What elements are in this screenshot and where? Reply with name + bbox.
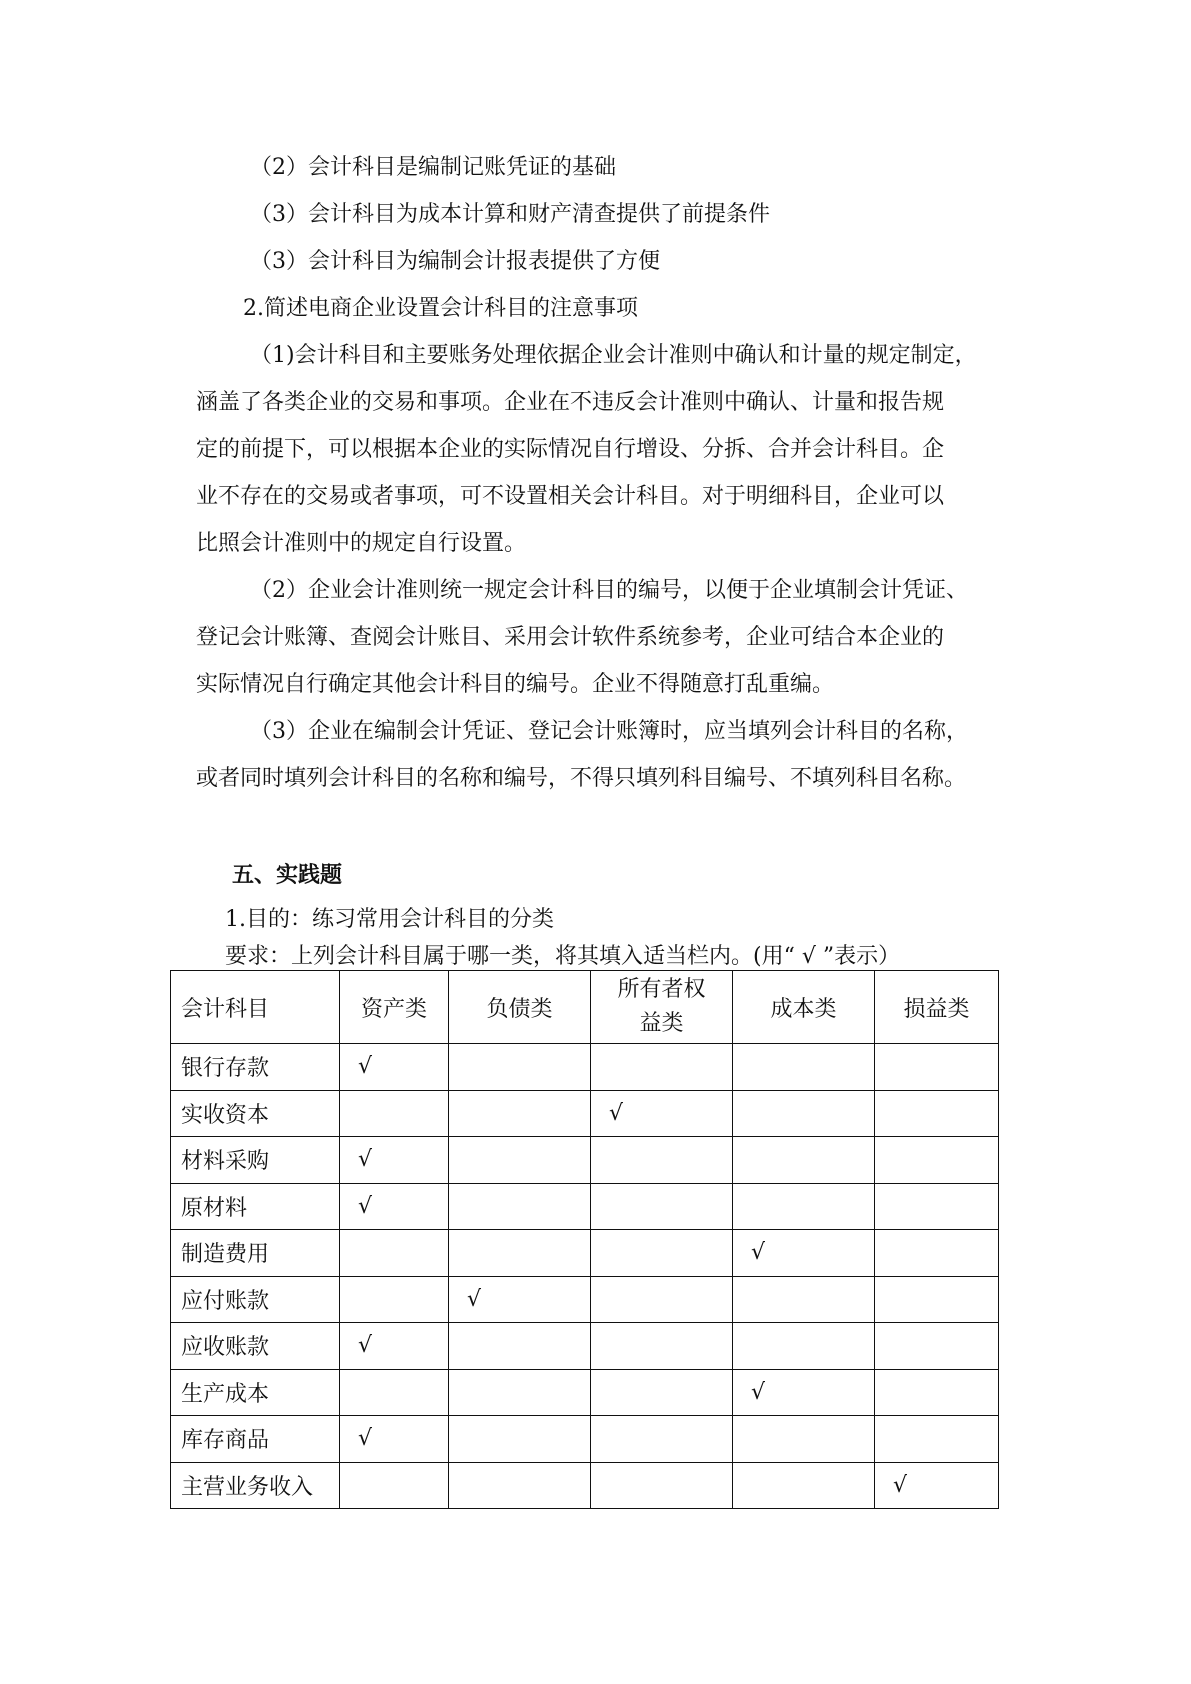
account-name-cell: 制造费用: [171, 1230, 340, 1277]
check-mark-cell: [591, 1276, 733, 1323]
table-row: [171, 1323, 999, 1370]
check-mark-cell: [733, 1183, 875, 1230]
check-mark-cell: [449, 1044, 591, 1091]
check-mark-cell: [449, 1323, 591, 1370]
account-name-cell: 应付账款: [171, 1276, 340, 1323]
check-mark-cell: [733, 1416, 875, 1463]
table-header-row: [171, 971, 999, 1044]
header-equity: [591, 971, 733, 1044]
account-name-cell: 应收账款: [171, 1323, 340, 1370]
paragraph-line: （1)会计科目和主要账务处理依据企业会计准则中确认和计量的规定制定，: [250, 343, 977, 368]
check-mark-cell: [875, 1230, 999, 1277]
check-mark-cell: [875, 1044, 999, 1091]
account-name-cell: 材料采购: [171, 1137, 340, 1184]
paragraph-line: （3）企业在编制会计凭证、登记会计账簿时，应当填列会计科目的名称，: [250, 719, 968, 744]
check-mark-cell: [591, 1230, 733, 1277]
check-mark-cell: [340, 1230, 449, 1277]
account-name-cell: 库存商品: [171, 1416, 340, 1463]
paragraph-line: 业不存在的交易或者事项，可不设置相关会计科目。对于明细科目，企业可以: [196, 484, 945, 509]
check-mark-cell: [340, 1369, 449, 1416]
check-mark-cell: [591, 1183, 733, 1230]
header-liabilities: 负债类: [449, 971, 591, 1044]
check-mark-cell: √: [449, 1276, 591, 1323]
check-mark-cell: [591, 1137, 733, 1184]
table-row: [171, 1276, 999, 1323]
check-mark-cell: √: [340, 1323, 449, 1370]
paragraph-line: 实际情况自行确定其他会计科目的编号。企业不得随意打乱重编。: [196, 672, 835, 697]
table-row: [171, 1462, 999, 1509]
table-row: [171, 1416, 999, 1463]
check-mark-cell: [449, 1090, 591, 1137]
check-mark-cell: [733, 1137, 875, 1184]
question-heading: 2.简述电商企业设置会计科目的注意事项: [243, 296, 638, 321]
check-mark-cell: √: [875, 1462, 999, 1509]
check-mark-cell: [875, 1416, 999, 1463]
header-assets: 资产类: [340, 971, 449, 1044]
table-row: [171, 1230, 999, 1277]
check-mark-cell: [875, 1183, 999, 1230]
check-mark-cell: [733, 1462, 875, 1509]
paragraph-line: 定的前提下，可以根据本企业的实际情况自行增设、分拆、合并会计科目。企: [196, 437, 945, 462]
check-mark-cell: [733, 1276, 875, 1323]
paragraph-line: 或者同时填列会计科目的名称和编号，不得只填列科目编号、不填列科目名称。: [196, 766, 967, 791]
purpose-line: 1.目的：练习常用会计科目的分类: [225, 907, 554, 932]
check-mark-cell: [591, 1369, 733, 1416]
header-cost: 成本类: [733, 971, 875, 1044]
check-mark-cell: √: [340, 1044, 449, 1091]
check-mark-cell: [340, 1462, 449, 1509]
classification-table: [170, 970, 999, 1509]
paragraph-line: （3）会计科目为成本计算和财产清查提供了前提条件: [250, 202, 770, 227]
table-row: [171, 1183, 999, 1230]
check-mark-cell: [875, 1323, 999, 1370]
account-name-cell: 主营业务收入: [171, 1462, 340, 1509]
header-profit-loss: 损益类: [875, 971, 999, 1044]
check-mark-cell: [875, 1369, 999, 1416]
check-mark-cell: √: [340, 1416, 449, 1463]
check-mark-cell: √: [591, 1090, 733, 1137]
table-body: [171, 1044, 999, 1509]
check-mark-cell: √: [733, 1369, 875, 1416]
header-equity-label: 所有者权益类: [617, 977, 706, 1036]
table-row: [171, 1369, 999, 1416]
paragraph-line: （2）会计科目是编制记账凭证的基础: [250, 155, 616, 180]
check-mark-cell: [591, 1462, 733, 1509]
check-mark-cell: [733, 1323, 875, 1370]
paragraph-line: （3）会计科目为编制会计报表提供了方便: [250, 249, 660, 274]
paragraph-line: 比照会计准则中的规定自行设置。: [196, 531, 527, 556]
check-mark-cell: [875, 1276, 999, 1323]
check-mark-cell: [591, 1323, 733, 1370]
account-name-cell: 银行存款: [171, 1044, 340, 1091]
check-mark-cell: [449, 1462, 591, 1509]
account-name-cell: 实收资本: [171, 1090, 340, 1137]
check-mark-cell: [449, 1137, 591, 1184]
check-mark-cell: [449, 1416, 591, 1463]
check-mark-cell: [733, 1044, 875, 1091]
table-row: [171, 1090, 999, 1137]
paragraph-line: （2）企业会计准则统一规定会计科目的编号，以便于企业填制会计凭证、: [250, 578, 968, 603]
check-mark-cell: [875, 1137, 999, 1184]
paragraph-line: 涵盖了各类企业的交易和事项。企业在不违反会计准则中确认、计量和报告规: [196, 390, 945, 415]
table-row: [171, 1137, 999, 1184]
check-mark-cell: [875, 1090, 999, 1137]
paragraph-line: 登记会计账簿、查阅会计账目、采用会计软件系统参考，企业可结合本企业的: [196, 625, 945, 650]
section-title: 五、实践题: [232, 862, 343, 888]
check-mark-cell: √: [340, 1183, 449, 1230]
account-name-cell: 原材料: [171, 1183, 340, 1230]
requirement-line: 要求：上列会计科目属于哪一类，将其填入适当栏内。(用“ √ ”表示）: [225, 944, 901, 969]
check-mark-cell: [340, 1276, 449, 1323]
check-mark-cell: [340, 1090, 449, 1137]
check-mark-cell: [449, 1183, 591, 1230]
header-account: 会计科目: [171, 971, 340, 1044]
check-mark-cell: [591, 1044, 733, 1091]
check-mark-cell: √: [340, 1137, 449, 1184]
check-mark-cell: [591, 1416, 733, 1463]
account-name-cell: 生产成本: [171, 1369, 340, 1416]
check-mark-cell: [733, 1090, 875, 1137]
check-mark-cell: [449, 1230, 591, 1277]
check-mark-cell: √: [733, 1230, 875, 1277]
table-row: [171, 1044, 999, 1091]
check-mark-cell: [449, 1369, 591, 1416]
